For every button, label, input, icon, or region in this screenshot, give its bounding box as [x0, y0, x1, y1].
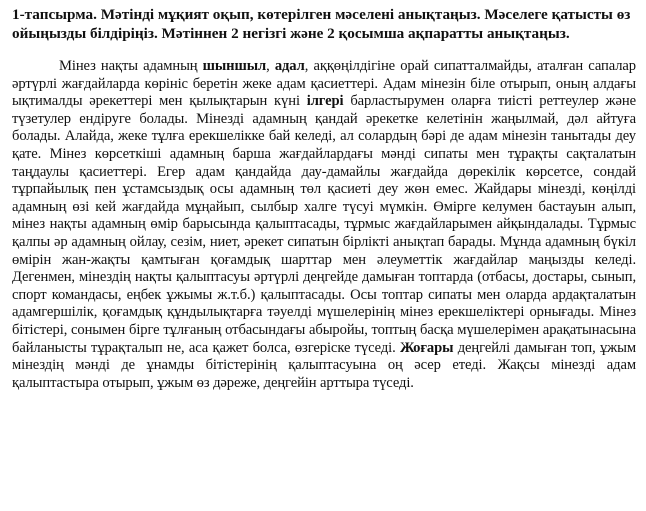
body-text-segment: , аққөңілдігіне орай сипатталмайды, аталған сапалар әртүрлі жағдайларда көрініс беретін жеке адам қасиеттері. Адам мінезін біле отырып, оның алдағы ықтималды әрекеттері мен қылықтарын күні — [12, 58, 636, 110]
task-label: 1-тапсырма — [12, 6, 94, 23]
body-text-segment: барластырумен оларға тиісті реттеулер және түзетулер ендіруге болады. Мінезді адамның қандай әрекетке келетінін жаңылмай, дәл айтуға болады. Алайда, жеке тұлға ерекшелікке бай келеді, ал солардың бәрі де адам мінезін танытады деу қате. Мінез көрсеткіші адамның барша жағдайлардағы мәнді сипаты мен тұрақты сақталатын таңдаулы қасиеттері. Егер адам қандайда дау-дамайлы жағдайда дөрекілік көрсетсе, сондай тұрпайылық пен ұстамсыздық осы адамның төл қасиеті деу жөн емес. Жайдары мінезді, көңілді адамның өзі кей жағдайда мұңайып, сылбыр халге түсуі мүмкін. Өмірге келумен бастауын алып, мінез нақты адамның өмір барысында қалыптасады, тұрмыс жағдайларымен айқындалады. Тұрмыс қалпы әр адамның ойлау, сезім, ниет, әрекет сипатын бірлікті анықтап барады. Мұнда адамның бүкіл өмірін жан-жақты қамтыған қоғамдық шарттар мен әлеуметтік жағдайлар маңызды келеді. Дегенмен, мінездің нақты қалыптасуы әртүрлі деңгейде дамыған топтарда (отбасы, достары, сынып, спорт командасы, еңбек ұжымы ж.т.б.) қалыптасады. Осы топтар сипаты мен оларда ардақталатын адамгершілік, қоғамдық құндылықтарға тәуелді мүшелерінің мінез ерекшеліктері орнығады. Мінез бітістері, сонымен бірге тұлғаның отбасындағы абыройы, топтың басқа мүшелерімен арақатынасына байланысты тұрақталып не, аса қажет болса, өзгеріске түседі. — [12, 93, 636, 356]
task-header: 1-тапсырма. Мәтінді мұқият оқып, көтерілген мәселені анықтаңыз. Мәселеге қатысты өз ойыңызды білдіріңіз. Мәтіннен 2 негізгі және 2 қосымша ақпаратты анықтаңыз. — [12, 6, 631, 42]
task-instruction: Мәтінді мұқият оқып, көтерілген мәселені анықтаңыз. Мәселеге қатысты өз ойыңызды білдіріңіз. Мәтіннен 2 негізгі және 2 қосымша ақпаратты анықтаңыз. — [12, 6, 631, 42]
body-paragraph — [12, 58, 636, 392]
body-text-segment: , — [266, 58, 275, 74]
body-text-segment: Мінез нақты адамның — [59, 58, 203, 74]
bold-term-honest: шыншыл — [202, 58, 267, 74]
bold-term-ahead: ілгері — [306, 93, 344, 110]
bold-term-truthful: адал — [274, 58, 305, 74]
body-text-segment: деңгейлі дамыған топ, ұжым мінездің мәнді де ұнамды бітістерінің қалыптасуына оң әсер етеді. Жақсы мінезді адам қалыптастыра отырып, ұжым өз дәреже, деңгейін арттыра түседі. — [12, 339, 636, 391]
bold-term-high: Жоғары — [399, 339, 454, 356]
